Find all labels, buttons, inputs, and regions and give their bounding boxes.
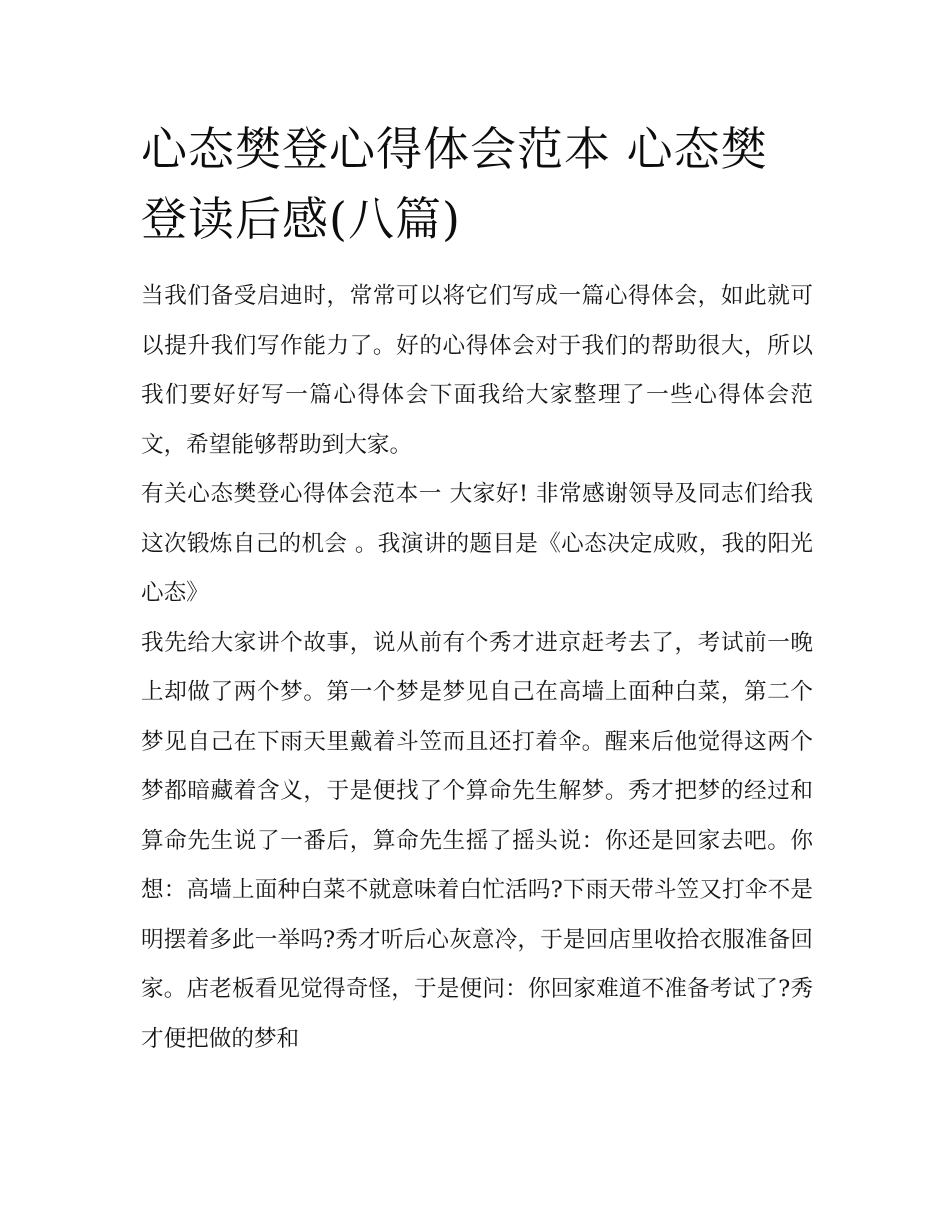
document-body [141,272,813,1064]
paragraph-story: 我先给大家讲个故事，说从前有个秀才进京赶考去了，考试前一晚上却做了两个梦。第一个梦是梦见自己在高墙上面种白菜，第二个梦见自己在下雨天里戴着斗笠而且还打着伞。醒来后他觉得这两个梦都暗藏着含义，于是便找了个算命先生解梦。秀才把梦的经过和算命先生说了一番后，算命先生摇了摇头说：你还是回家去吧。你想：高墙上面种白菜不就意味着白忙活吗?下雨天带斗笠又打伞不是明摆着多此一举吗?秀才听后心灰意冷，于是回店里收拾衣服准备回家。店老板看见觉得奇怪，于是便问：你回家难道不准备考试了?秀才便把做的梦和 [141,629,813,1052]
document-title: 心态樊登心得体会范本 心态樊登读后感(八篇) [141,122,768,246]
document-content [141,114,813,1064]
paragraph-intro: 当我们备受启迪时，常常可以将它们写成一篇心得体会，如此就可以提升我们写作能力了。好的心得体会对于我们的帮助很大，所以我们要好好写一篇心得体会下面我给大家整理了一些心得体会范文，希望能够帮助到大家。 [141,283,813,458]
paragraph-speech-opening: 有关心态樊登心得体会范本一 大家好! 非常感谢领导及同志们给我这次锻炼自己的机会 。我演讲的题目是《心态决定成败，我的阳光心态》 [141,481,813,606]
